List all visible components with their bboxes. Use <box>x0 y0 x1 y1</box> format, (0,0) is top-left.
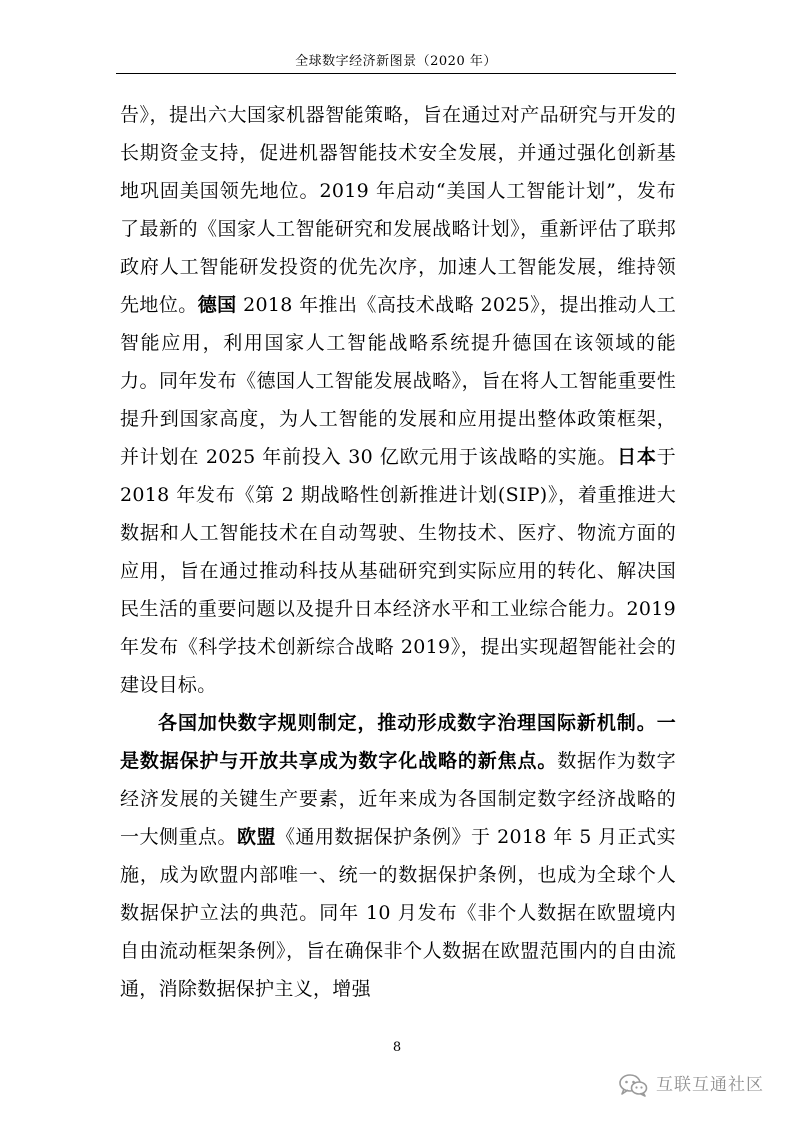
paragraph-2 <box>120 704 676 1008</box>
body-text <box>120 96 676 1008</box>
section-lead: 各国加快数字规则制定，推动形成数字治理国际新机制。一是数据保护与开放共享成为数字化战略的新焦点。 <box>120 712 676 772</box>
country-germany: 德国 <box>197 294 237 316</box>
watermark-text: 互联互通社区 <box>656 1075 764 1095</box>
header-rule <box>116 73 676 74</box>
wechat-icon <box>618 1073 648 1097</box>
watermark <box>618 1070 764 1100</box>
text-run: 告》，提出六大国家机器智能策略，旨在通过对产品研究与开发的长期资金支持，促进机器智能技术安全发展，并通过强化创新基地巩固美国领先地位。2019 年启动“美国人工智能计划”，发布了最新的《国家人工智能研究和发展战略计划》，重新评估了联邦政府人工智能研发投资的优先次序，加速人工智能发展，维持领先地位。 <box>120 104 676 316</box>
running-header: 全球数字经济新图景（2020 年） <box>295 54 497 69</box>
region-eu: 欧盟 <box>237 826 277 848</box>
text-run: 2018 年推出《高技术战略 2025》，提出推动人工智能应用，利用国家人工智能战略系统提升德国在该领域的能力。同年发布《德国人工智能发展战略》，旨在将人工智能重要性提升到国家高度，为人工智能的发展和应用提出整体政策框架，并计划在 2025 年前投入 30 亿欧元用于该战略的实施。 <box>120 294 676 468</box>
country-japan: 日本 <box>617 446 657 468</box>
text-run: 《通用数据保护条例》于 2018 年 5 月正式实施，成为欧盟内部唯一、统一的数据保护条例，也成为全球个人数据保护立法的典范。同年 10 月发布《非个人数据在欧盟境内自由流动框架条例》，旨在确保非个人数据在欧盟范围内的自由流通，消除数据保护主义，增强 <box>120 826 676 1000</box>
page-number: 8 <box>392 1040 402 1055</box>
text-run: 于 2018 年发布《第 2 期战略性创新推进计划(SIP)》，着重推进大数据和人工智能技术在自动驾驶、生物技术、医疗、物流方面的应用，旨在通过推动科技从基础研究到实际应用的转化、解决国民生活的重要问题以及提升日本经济水平和工业综合能力。2019 年发布《科学技术创新综合战略 2019》，提出实现超智能社会的建设目标。 <box>120 446 676 696</box>
text-run: 数据作为数字经济发展的关键生产要素，近年来成为各国制定数字经济战略的一大侧重点。 <box>120 750 676 848</box>
paragraph-1 <box>120 96 676 704</box>
